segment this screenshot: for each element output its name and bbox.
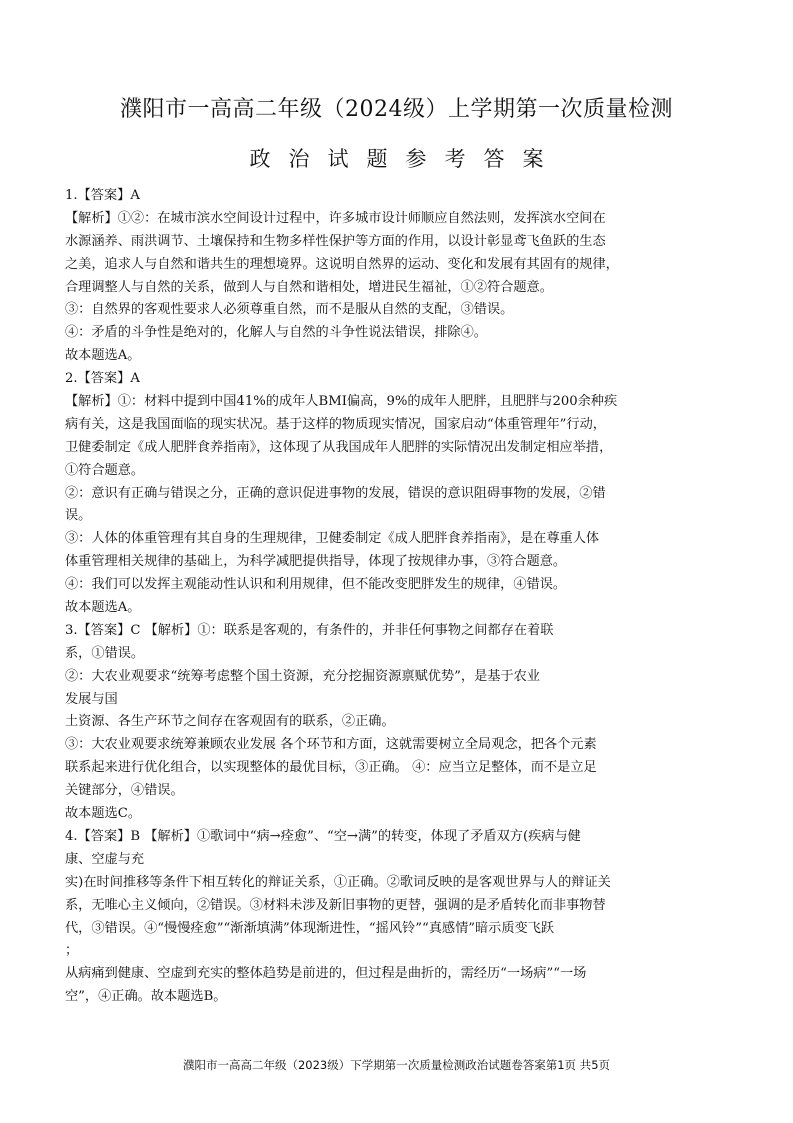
text-line: 代，③错误。④“慢慢痊愈”“渐渐填满”体现渐进性，“摇风铃”“真感情”暗示质变飞跃 [65, 920, 555, 936]
text-line: 1.【答案】A [65, 188, 140, 203]
page-footer: 濮阳市一高高二年级（2023级）下学期第一次质量检测政治试题卷答案第1页 共5页 [182, 1058, 611, 1072]
text-line: ②：大农业观要求“统筹考虑整个国土资源，充分挖掘资源禀赋优势”，是基于农业 [65, 668, 541, 684]
text-line: 病有关，这是我国面临的现实状况。基于这样的物质现实情况，国家启动“体重管理年”行动， [65, 416, 606, 432]
text-line: 水源涵养、雨洪调节、土壤保持和生物多样性保护等方面的作用，以设计彰显鸢飞鱼跃的生态 [65, 233, 606, 249]
text-line: 系，无唯心主义倾向，②错误。③材料未涉及新旧事物的更替，强调的是矛盾转化而非事物替 [65, 897, 606, 913]
text-line: ②：意识有正确与错误之分，正确的意识促进事物的发展，错误的意识阻碍事物的发展，②错 [65, 485, 606, 501]
text-line: 空”，④正确。故本题选B。 [65, 989, 227, 1005]
text-line: 2.【答案】A [65, 371, 140, 387]
text-line: 误。 [65, 508, 92, 524]
text-line: ④：我们可以发挥主观能动性认识和利用规律，但不能改变肥胖发生的规律，④错误。 [65, 577, 567, 593]
text-line: 联系起来进行优化组合，以实现整体的最优目标，③正确。 ④：应当立足整体，而不是立足 [65, 760, 597, 776]
text-line: ③：大农业观要求统筹兼顾农业发展 各个环节和方面，这就需要树立全局观念，把各个元素 [65, 737, 597, 753]
answer-content [65, 185, 735, 1009]
text-line: 康、空虚与充 [65, 851, 145, 867]
text-line: ①符合题意。 [65, 462, 145, 478]
text-line: 卫健委制定《成人肥胖食养指南》，这体现了从我国成年人肥胖的实际情况出发制定相应举措， [65, 439, 613, 455]
text-line: 【解析】①②：在城市滨水空间设计过程中，许多城市设计师顺应自然法则，发挥滨水空间在 [65, 210, 606, 226]
text-line: 故本题选C。 [65, 806, 142, 822]
text-line: ③：自然界的客观性要求人必须尊重自然，而不是服从自然的支配，③错误。 [65, 302, 514, 318]
text-line: 故本题选A。 [65, 348, 141, 364]
text-line: 发展与国 [65, 691, 118, 707]
text-line: ④：矛盾的斗争性是绝对的，化解人与自然的斗争性说法错误，排除④。 [65, 325, 487, 341]
text-line: 4.【答案】B 【解析】①歌词中“病→痊愈”、“空→满”的转变，体现了矛盾双方(疾病与健 [65, 828, 581, 844]
text-line: ； [65, 943, 79, 959]
text-line: 关键部分，④错误。 [65, 783, 184, 799]
text-line: ③：人体的体重管理有其自身的生理规律，卫健委制定《成人肥胖食养指南》，是在尊重人体 [65, 531, 600, 547]
page-title: 濮阳市一高高二年级（2024级）上学期第一次质量检测 [120, 97, 673, 122]
text-line: 系，①错误。 [65, 645, 145, 661]
text-line: 从病痛到健康、空虚到充实的整体趋势是前进的，但过程是曲折的，需经历“一场病”“一场 [65, 966, 587, 982]
text-line: 故本题选A。 [65, 600, 141, 616]
text-line: 合理调整人与自然的关系，做到人与自然和谐相处，增进民生福祉，①②符合题意。 [65, 279, 553, 295]
text-line: 实)在时间推移等条件下相互转化的辩证关系，①正确。②歌词反映的是客观世界与人的辩证关 [65, 874, 611, 890]
text-line: 【解析】①：材料中提到中国41%的成年人BMI偏高，9%的成年人肥胖，且肥胖与200余种疾 [65, 394, 618, 410]
text-line: 土资源、各生产环节之间存在客观固有的联系，②正确。 [65, 714, 395, 730]
text-line: 3.【答案】C 【解析】①：联系是客观的，有条件的，并非任何事物之间都存在着联 [65, 622, 554, 638]
text-line: 体重管理相关规律的基础上，为科学减肥提供指导，体现了按规律办事，③符合题意。 [65, 554, 567, 570]
text-line: 之美，追求人与自然和谐共生的理想境界。这说明自然界的运动、变化和发展有其固有的规律， [65, 256, 619, 272]
page-subtitle: 政治试题参考答案 [249, 147, 562, 171]
